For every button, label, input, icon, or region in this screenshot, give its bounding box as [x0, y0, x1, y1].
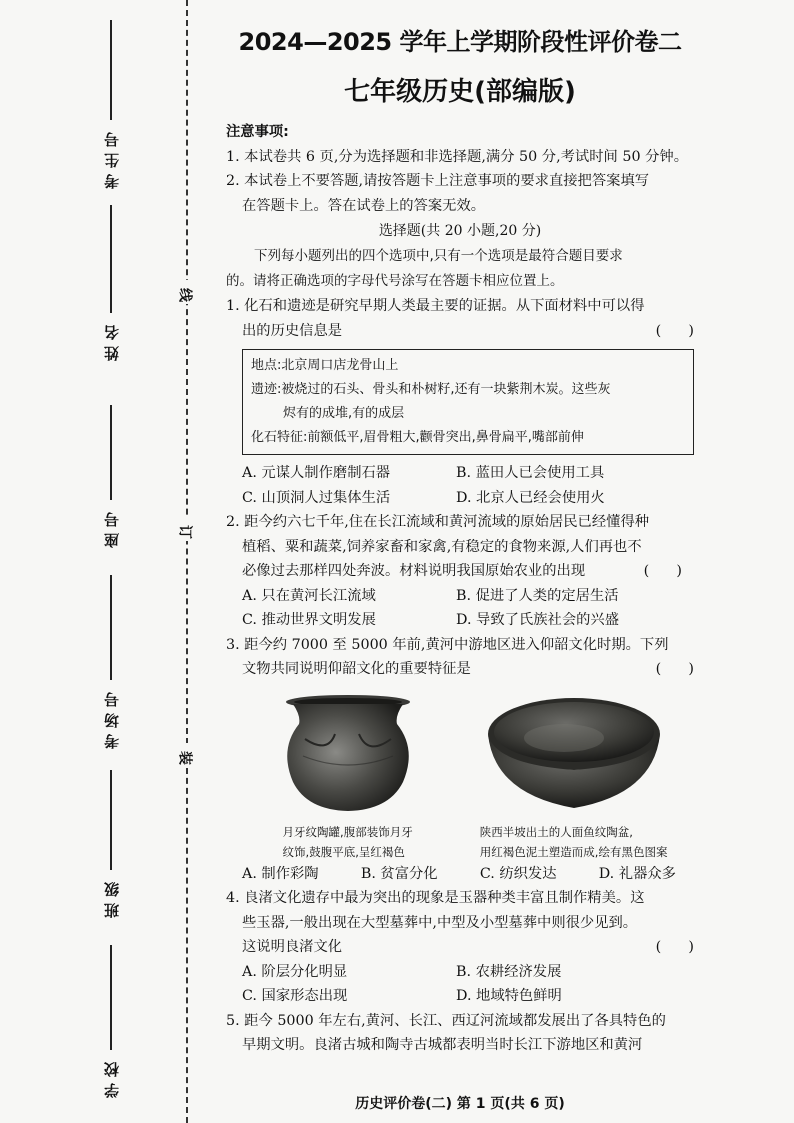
cut-mark-line: 线	[179, 280, 193, 304]
section-instruction-cont: 的。请将正确选项的字母代号涂写在答题卡相应位置上。	[226, 273, 564, 289]
option-b: B. 农耕经济发展	[456, 963, 562, 980]
question-stem-cont: 早期文明。良渚古城和陶寺古城都表明当时长江下游地区和黄河	[242, 1037, 643, 1053]
fill-line	[110, 945, 112, 1050]
option-b: B. 贫富分化	[360, 865, 438, 882]
artifact-jar	[242, 694, 453, 862]
question-stem-cont: 必像过去那样四处奔波。材料说明我国原始农业的出现	[242, 563, 586, 579]
options	[226, 584, 694, 633]
fill-line	[110, 20, 112, 120]
caption-line: 陕西半坡出土的人面鱼纹陶盆,	[479, 824, 633, 839]
field-name[interactable]	[96, 205, 126, 361]
field-class[interactable]	[96, 770, 126, 918]
question-stem-line	[226, 559, 694, 584]
field-exam-room[interactable]	[96, 575, 126, 749]
cut-mark-bind: 装	[179, 743, 193, 767]
question-stem-line	[226, 657, 694, 682]
page-footer: 历史评价卷(二) 第 1 页(共 6 页)	[355, 1096, 565, 1112]
cut-line	[186, 0, 188, 1123]
material-line: 地点:北京周口店龙骨山上	[251, 358, 399, 373]
field-label: 座号	[102, 506, 121, 548]
question-5	[226, 1009, 694, 1058]
field-label: 姓名	[102, 319, 121, 361]
artifact-caption	[283, 822, 413, 862]
option-d: D. 礼器众多	[598, 865, 676, 882]
field-label: 学校	[102, 1056, 121, 1098]
question-stem: 4. 良渚文化遗存中最为突出的现象是玉器种类丰富且制作精美。这	[226, 890, 645, 906]
question-stem-cont: 这说明良渚文化	[242, 939, 343, 955]
option-a: A. 只在黄河长江流域	[242, 587, 376, 604]
notes-item-2: 2. 本试卷上不要答题,请按答题卡上注意事项的要求直接把答案填写	[226, 173, 650, 189]
fill-line	[110, 575, 112, 680]
option-a: A. 阶层分化明显	[242, 963, 348, 980]
exam-content	[226, 22, 694, 1058]
notes-item-2-cont: 在答题卡上。答在试卷上的答案无效。	[242, 197, 486, 214]
material-line: 化石特征:前额低平,眉骨粗大,颧骨突出,鼻骨扁平,嘴部前伸	[251, 430, 584, 445]
option-c: C. 山顶洞人过集体生活	[242, 489, 391, 506]
field-candidate-number[interactable]	[96, 20, 126, 189]
option-c: C. 推动世界文明发展	[242, 612, 376, 628]
fill-line	[110, 205, 112, 313]
option-b: B. 促进了人类的定居生活	[456, 587, 619, 604]
question-stem-cont: 植稻、粟和蔬菜,饲养家畜和家禽,有稳定的食物来源,人们再也不	[242, 538, 642, 555]
field-label: 考生号	[102, 126, 121, 189]
options	[226, 461, 694, 510]
artifact-basin	[453, 694, 694, 862]
exam-subtitle: 七年级历史(部编版)	[344, 77, 576, 107]
pottery-jar-image	[273, 694, 423, 814]
notes-item-1: 1. 本试卷共 6 页,分为选择题和非选择题,满分 50 分,考试时间 50 分钟。	[226, 148, 688, 165]
question-stem-line	[226, 935, 694, 960]
cut-mark-staple: 订	[179, 517, 193, 541]
question-4	[226, 886, 694, 1009]
field-label: 班级	[102, 876, 121, 918]
question-stem: 5. 距今 5000 年左右,黄河、长江、西辽河流域都发展出了各具特色的	[226, 1012, 666, 1029]
material-box	[242, 349, 694, 455]
field-label: 考场号	[102, 686, 121, 749]
notes-heading: 注意事项:	[226, 124, 289, 140]
exam-title: 2024—2025 学年上学期阶段性评价卷二	[238, 28, 682, 56]
section-title: 选择题(共 20 小题,20 分)	[378, 223, 542, 239]
option-b: B. 蓝田人已会使用工具	[456, 465, 605, 481]
pottery-basin-image	[484, 694, 664, 814]
answer-bracket: ( )	[655, 661, 694, 677]
option-c: C. 纺织发达	[479, 865, 557, 882]
option-a: A. 元谋人制作磨制石器	[242, 465, 391, 481]
field-seat-number[interactable]	[96, 405, 126, 548]
question-stem: 3. 距今约 7000 至 5000 年前,黄河中游地区进入仰韶文化时期。下列	[226, 636, 669, 653]
caption-line: 用红褐色泥土塑造而成,绘有黑色图案	[479, 844, 668, 859]
question-3	[226, 633, 694, 887]
options	[226, 862, 694, 887]
question-stem-cont: 出的历史信息是	[242, 322, 343, 339]
option-d: D. 地域特色鲜明	[456, 988, 562, 1004]
fill-line	[110, 770, 112, 870]
option-d: D. 北京人已经会使用火	[456, 489, 605, 506]
question-1	[226, 294, 694, 510]
field-school[interactable]	[96, 945, 126, 1098]
artifact-images	[226, 682, 694, 862]
question-2	[226, 510, 694, 633]
material-line: 遗迹:被烧过的石头、骨头和朴树籽,还有一块紫荆木炭。这些灰	[251, 382, 611, 397]
option-d: D. 导致了氏族社会的兴盛	[456, 612, 620, 628]
caption-line: 月牙纹陶罐,腹部装饰月牙	[282, 824, 413, 839]
material-line: 烬有的成堆,有的成层	[283, 406, 405, 421]
question-stem: 2. 距今约六七千年,住在长江流域和黄河流域的原始居民已经懂得种	[226, 514, 650, 530]
section-instruction: 下列每小题列出的四个选项中,只有一个选项是最符合题目要求	[254, 248, 623, 264]
question-stem-line	[226, 319, 694, 344]
binding-margin	[0, 0, 200, 1123]
option-a: A. 制作彩陶	[242, 865, 319, 882]
question-stem-cont: 些玉器,一般出现在大型墓葬中,中型及小型墓葬中则很少见到。	[242, 914, 638, 931]
options	[226, 960, 694, 1009]
option-c: C. 国家形态出现	[242, 988, 348, 1004]
answer-bracket: ( )	[655, 322, 694, 339]
question-stem-cont: 文物共同说明仰韶文化的重要特征是	[242, 661, 471, 677]
caption-line: 纹饰,鼓腹平底,呈红褐色	[282, 844, 405, 859]
artifact-caption	[480, 822, 668, 862]
answer-bracket: ( )	[643, 563, 682, 579]
fill-line	[110, 405, 112, 500]
answer-bracket: ( )	[655, 939, 694, 955]
question-stem: 1. 化石和遗迹是研究早期人类最主要的证据。从下面材料中可以得	[226, 298, 645, 314]
